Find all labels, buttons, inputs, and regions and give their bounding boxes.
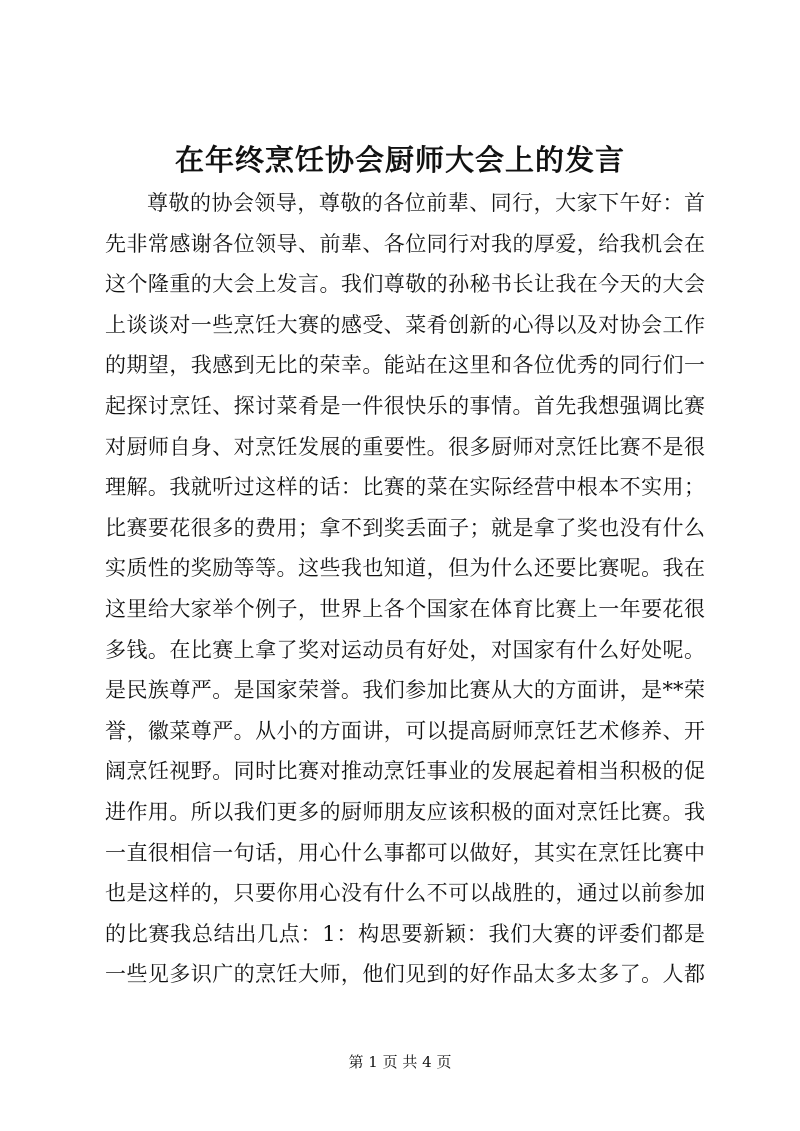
- body-line: 一些见多识广的烹饪大师，他们见到的好作品太多太多了。人都: [105, 962, 705, 987]
- body-line: 进作用。所以我们更多的厨师朋友应该积极的面对烹饪比赛。我: [105, 799, 705, 824]
- body-line: 一直很相信一句话，用心什么事都可以做好，其实在烹饪比赛中: [105, 840, 705, 865]
- page-number-footer: 第 1 页 共 4 页: [348, 1053, 452, 1071]
- body-line: 实质性的奖励等等。这些我也知道，但为什么还要比赛呢。我在: [105, 556, 705, 581]
- body-line: 这个隆重的大会上发言。我们尊敬的孙秘书长让我在今天的大会: [105, 272, 705, 297]
- body-line: 比赛要花很多的费用；拿不到奖丢面子；就是拿了奖也没有什么: [105, 515, 705, 540]
- body-line: 上谈谈对一些烹饪大赛的感受、菜肴创新的心得以及对协会工作: [105, 312, 705, 337]
- body-line: 理解。我就听过这样的话：比赛的菜在实际经营中根本不实用；: [105, 475, 705, 500]
- document-body: [105, 183, 705, 995]
- body-line: 多钱。在比赛上拿了奖对运动员有好处，对国家有什么好处呢。: [105, 637, 705, 662]
- body-line: 这里给大家举个例子，世界上各个国家在体育比赛上一年要花很: [105, 596, 705, 621]
- document-title: 在年终烹饪协会厨师大会上的发言: [174, 143, 625, 177]
- body-line: 先非常感谢各位领导、前辈、各位同行对我的厚爱，给我机会在: [105, 231, 705, 256]
- body-line: 起探讨烹饪、探讨菜肴是一件很快乐的事情。首先我想强调比赛: [105, 393, 705, 418]
- body-line: 是民族尊严。是国家荣誉。我们参加比赛从大的方面讲，是**荣: [105, 678, 705, 703]
- body-line: 也是这样的，只要你用心没有什么不可以战胜的，通过以前参加: [105, 881, 705, 906]
- body-line: 的期望，我感到无比的荣幸。能站在这里和各位优秀的同行们一: [105, 353, 705, 378]
- body-line: 尊敬的协会领导，尊敬的各位前辈、同行，大家下午好：首: [147, 191, 705, 215]
- body-line: 的比赛我总结出几点：1：构思要新颖：我们大赛的评委们都是: [105, 921, 705, 946]
- body-line: 阔烹饪视野。同时比赛对推动烹饪事业的发展起着相当积极的促: [105, 759, 705, 784]
- body-line: 誉，徽菜尊严。从小的方面讲，可以提高厨师烹饪艺术修养、开: [105, 718, 705, 743]
- body-line: 对厨师自身、对烹饪发展的重要性。很多厨师对烹饪比赛不是很: [105, 434, 705, 459]
